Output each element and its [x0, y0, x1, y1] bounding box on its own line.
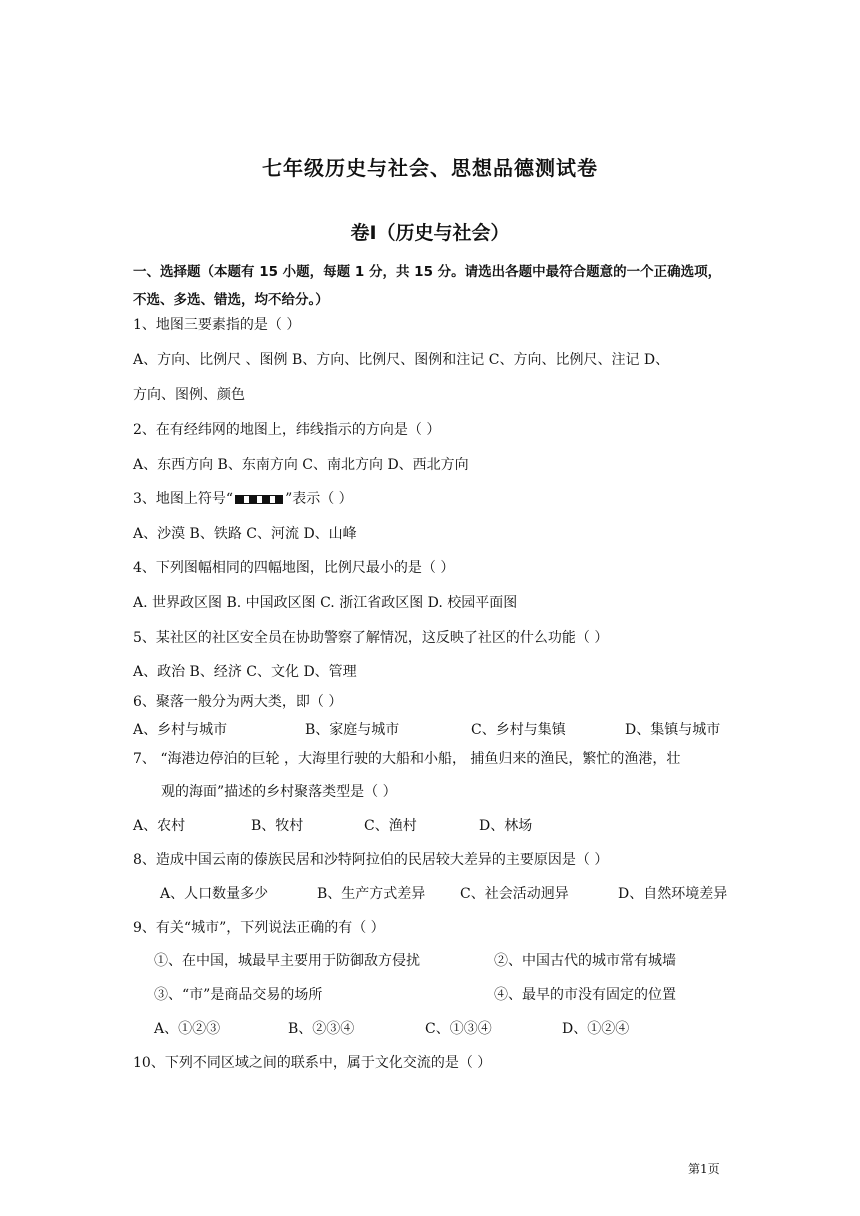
question-9-statement-2: ②、中国古代的城市常有城墙 — [494, 953, 676, 969]
question-7-stem-cont: 观的海面”描述的乡村聚落类型是（ ） — [161, 784, 397, 800]
question-8-option-c: C、社会活动迥异 — [460, 886, 569, 902]
question-6-option-b: B、家庭与城市 — [305, 722, 400, 738]
question-9-stem: 9、有关“城市”，下列说法正确的有（ ） — [133, 920, 385, 936]
question-1-options-cont: 方向、图例、颜色 — [133, 387, 245, 403]
question-4-stem: 4、下列图幅相同的四幅地图，比例尺最小的是（ ） — [133, 560, 455, 576]
question-3-stem-after: ”表示（ ） — [285, 491, 353, 507]
question-5-options: A、政治 B、经济 C、文化 D、管理 — [133, 664, 357, 680]
question-9-option-d: D、①②④ — [562, 1021, 630, 1037]
question-2-stem: 2、在有经纬网的地图上，纬线指示的方向是（ ） — [133, 422, 441, 438]
question-10-stem: 10、下列不同区域之间的联系中，属于文化交流的是（ ） — [133, 1055, 492, 1071]
section-paper-title: 卷Ⅰ（历史与社会） — [350, 222, 510, 244]
question-6-option-c: C、乡村与集镇 — [471, 722, 566, 738]
question-3-stem — [133, 488, 353, 508]
question-8-stem: 8、造成中国云南的傣族民居和沙特阿拉伯的民居较大差异的主要原因是（ ） — [133, 852, 609, 868]
question-8-option-a: A、人口数量多少 — [160, 886, 269, 902]
question-9-statement-1: ①、在中国，城最早主要用于防御敌方侵扰 — [154, 953, 420, 969]
question-7-option-b: B、牧村 — [251, 818, 304, 834]
page-number: 第1页 — [688, 1162, 720, 1176]
question-2-options: A、东西方向 B、东南方向 C、南北方向 D、西北方向 — [133, 457, 469, 473]
question-4-options: A. 世界政区图 B. 中国政区图 C. 浙江省政区图 D. 校园平面图 — [133, 595, 518, 611]
question-9-option-c: C、①③④ — [425, 1021, 492, 1037]
question-9-statement-4: ④、最早的市没有固定的位置 — [494, 987, 676, 1003]
section-heading: 一、选择题（本题有 15 小题，每题 1 分，共 15 分。请选出各题中最符合题意的一个正确选项，不选、多选、错选，均不给分。） — [133, 264, 722, 308]
question-7-option-d: D、林场 — [479, 818, 533, 834]
question-9-statement-3: ③、“市”是商品交易的场所 — [154, 987, 323, 1003]
question-1-options: A、方向、比例尺 、图例 B、方向、比例尺、图例和注记 C、方向、比例尺、注记 D、 — [133, 352, 670, 368]
question-3-options: A、沙漠 B、铁路 C、河流 D、山峰 — [133, 526, 357, 542]
question-3-stem-before: 3、地图上符号“ — [133, 491, 234, 507]
question-9-option-a: A、①②③ — [154, 1021, 221, 1037]
question-8-option-d: D、自然环境差异 — [618, 886, 728, 902]
question-1-stem: 1、地图三要素指的是（ ） — [133, 317, 301, 333]
question-7-stem: 7、 “海港边停泊的巨轮 ，大海里行驶的大船和小船， 捕鱼归来的渔民，繁忙的渔港，壮 — [133, 751, 681, 767]
question-7-option-a: A、农村 — [133, 818, 186, 834]
question-6-option-a: A、乡村与城市 — [133, 722, 228, 738]
question-5-stem: 5、某社区的社区安全员在协助警察了解情况，这反映了社区的什么功能（ ） — [133, 630, 609, 646]
question-7-option-c: C、渔村 — [364, 818, 417, 834]
page-title: 七年级历史与社会、思想品德测试卷 — [262, 156, 598, 180]
question-8-option-b: B、生产方式差异 — [317, 886, 426, 902]
question-9-option-b: B、②③④ — [288, 1021, 355, 1037]
question-6-option-d: D、集镇与城市 — [625, 722, 721, 738]
question-6-stem: 6、聚落一般分为两大类，即（ ） — [133, 694, 343, 710]
railway-symbol-icon — [235, 495, 283, 504]
